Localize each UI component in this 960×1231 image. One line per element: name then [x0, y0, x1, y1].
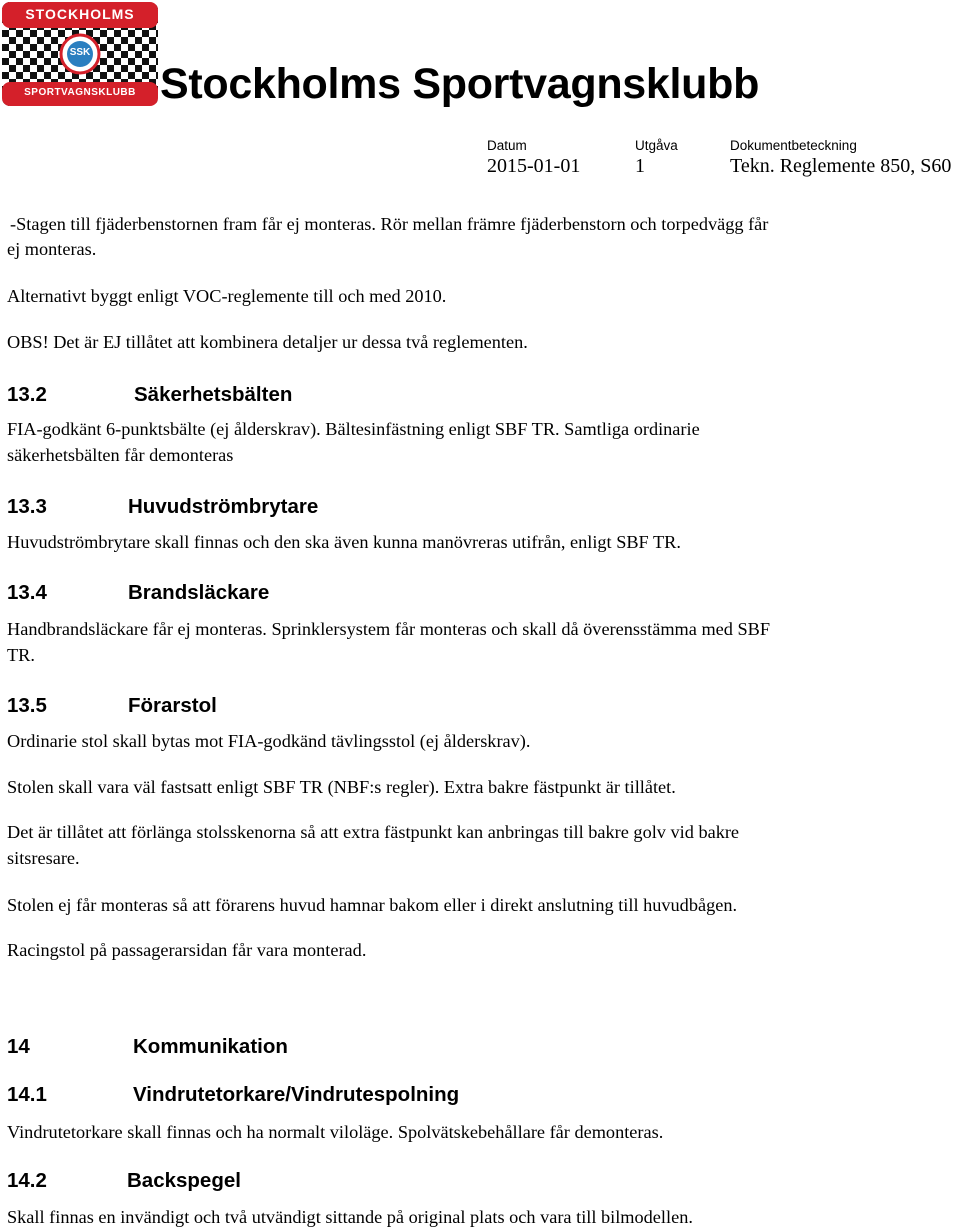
section-13-3-line-1: Huvudströmbrytare skall finnas och den ska även kunna manövreras utifrån, enligt SBF TR. [7, 532, 681, 552]
doc-value: Tekn. Reglemente 850, S60 [730, 155, 952, 177]
section-13-5-title: Förarstol [128, 694, 217, 717]
section-13-4-number: 13.4 [7, 581, 47, 604]
club-logo [2, 2, 158, 106]
section-13-5-paragraph-2: Stolen skall vara väl fastsatt enligt SBF TR (NBF:s regler). Extra bakre fästpunkt är tillåtet. [7, 777, 676, 797]
section-14-1-number: 14.1 [7, 1083, 47, 1106]
intro-paragraph-2: Alternativt byggt enligt VOC-reglemente till och med 2010. [7, 286, 447, 306]
section-13-5-number: 13.5 [7, 694, 47, 717]
section-14-1-title: Vindrutetorkare/Vindrutespolning [133, 1083, 460, 1106]
section-13-2-title: Säkerhetsbälten [134, 383, 293, 406]
section-14-2-title: Backspegel [127, 1169, 241, 1192]
logo-bottom-text: SPORTVAGNSKLUBB [24, 87, 136, 98]
logo-top-text: STOCKHOLMS [25, 6, 135, 22]
issue-label: Utgåva [635, 138, 678, 153]
section-13-2-line-1: FIA-godkänt 6-punktsbälte (ej ålderskrav). Bältesinfästning enligt SBF TR. Samtliga ordinarie [7, 419, 700, 439]
section-13-3-title: Huvudströmbrytare [128, 495, 319, 518]
section-13-5-paragraph-3-line-1: Det är tillåtet att förlänga stolsskenorna så att extra fästpunkt kan anbringas till bakre golv vid bakre [7, 822, 740, 842]
section-14-2-line-1: Skall finnas en invändigt och två utvändigt sittande på original plats och vara till bilmodellen. [7, 1207, 693, 1227]
issue-value: 1 [635, 155, 645, 177]
date-label: Datum [487, 138, 527, 153]
section-13-4-title: Brandsläckare [128, 581, 270, 604]
intro-paragraph-3: OBS! Det är EJ tillåtet att kombinera detaljer ur dessa två reglementen. [7, 332, 528, 352]
section-14-title: Kommunikation [133, 1035, 288, 1058]
section-14-2-number: 14.2 [7, 1169, 47, 1192]
section-13-2-number: 13.2 [7, 383, 47, 406]
logo-emblem-text: SSK [69, 47, 91, 58]
section-13-4-line-2: TR. [7, 645, 35, 665]
doc-label: Dokumentbeteckning [730, 138, 857, 153]
date-value: 2015-01-01 [487, 155, 581, 177]
section-13-5-paragraph-1: Ordinarie stol skall bytas mot FIA-godkänd tävlingsstol (ej ålderskrav). [7, 731, 531, 751]
section-13-4-line-1: Handbrandsläckare får ej monteras. Sprinklersystem får monteras och skall då överensstämma med SBF [7, 619, 771, 639]
page-title: Stockholms Sportvagnsklubb [160, 60, 760, 108]
intro-paragraph-1-line-1: -Stagen till fjäderbenstornen fram får ej monteras. Rör mellan främre fjäderbenstorn och torpedvägg får [10, 214, 769, 234]
section-13-5-paragraph-5: Racingstol på passagerarsidan får vara monterad. [7, 940, 367, 960]
section-14-1-line-1: Vindrutetorkare skall finnas och ha normalt viloläge. Spolvätskebehållare får demonteras. [7, 1122, 664, 1142]
section-13-5-paragraph-3-line-2: sitsresare. [7, 848, 80, 868]
section-14-number: 14 [7, 1035, 30, 1058]
section-13-5-paragraph-4: Stolen ej får monteras så att förarens huvud hamnar bakom eller i direkt anslutning till huvudbågen. [7, 895, 738, 915]
intro-paragraph-1-line-2: ej monteras. [7, 239, 97, 259]
section-13-2-line-2: säkerhetsbälten får demonteras [7, 445, 234, 465]
section-13-3-number: 13.3 [7, 495, 47, 518]
